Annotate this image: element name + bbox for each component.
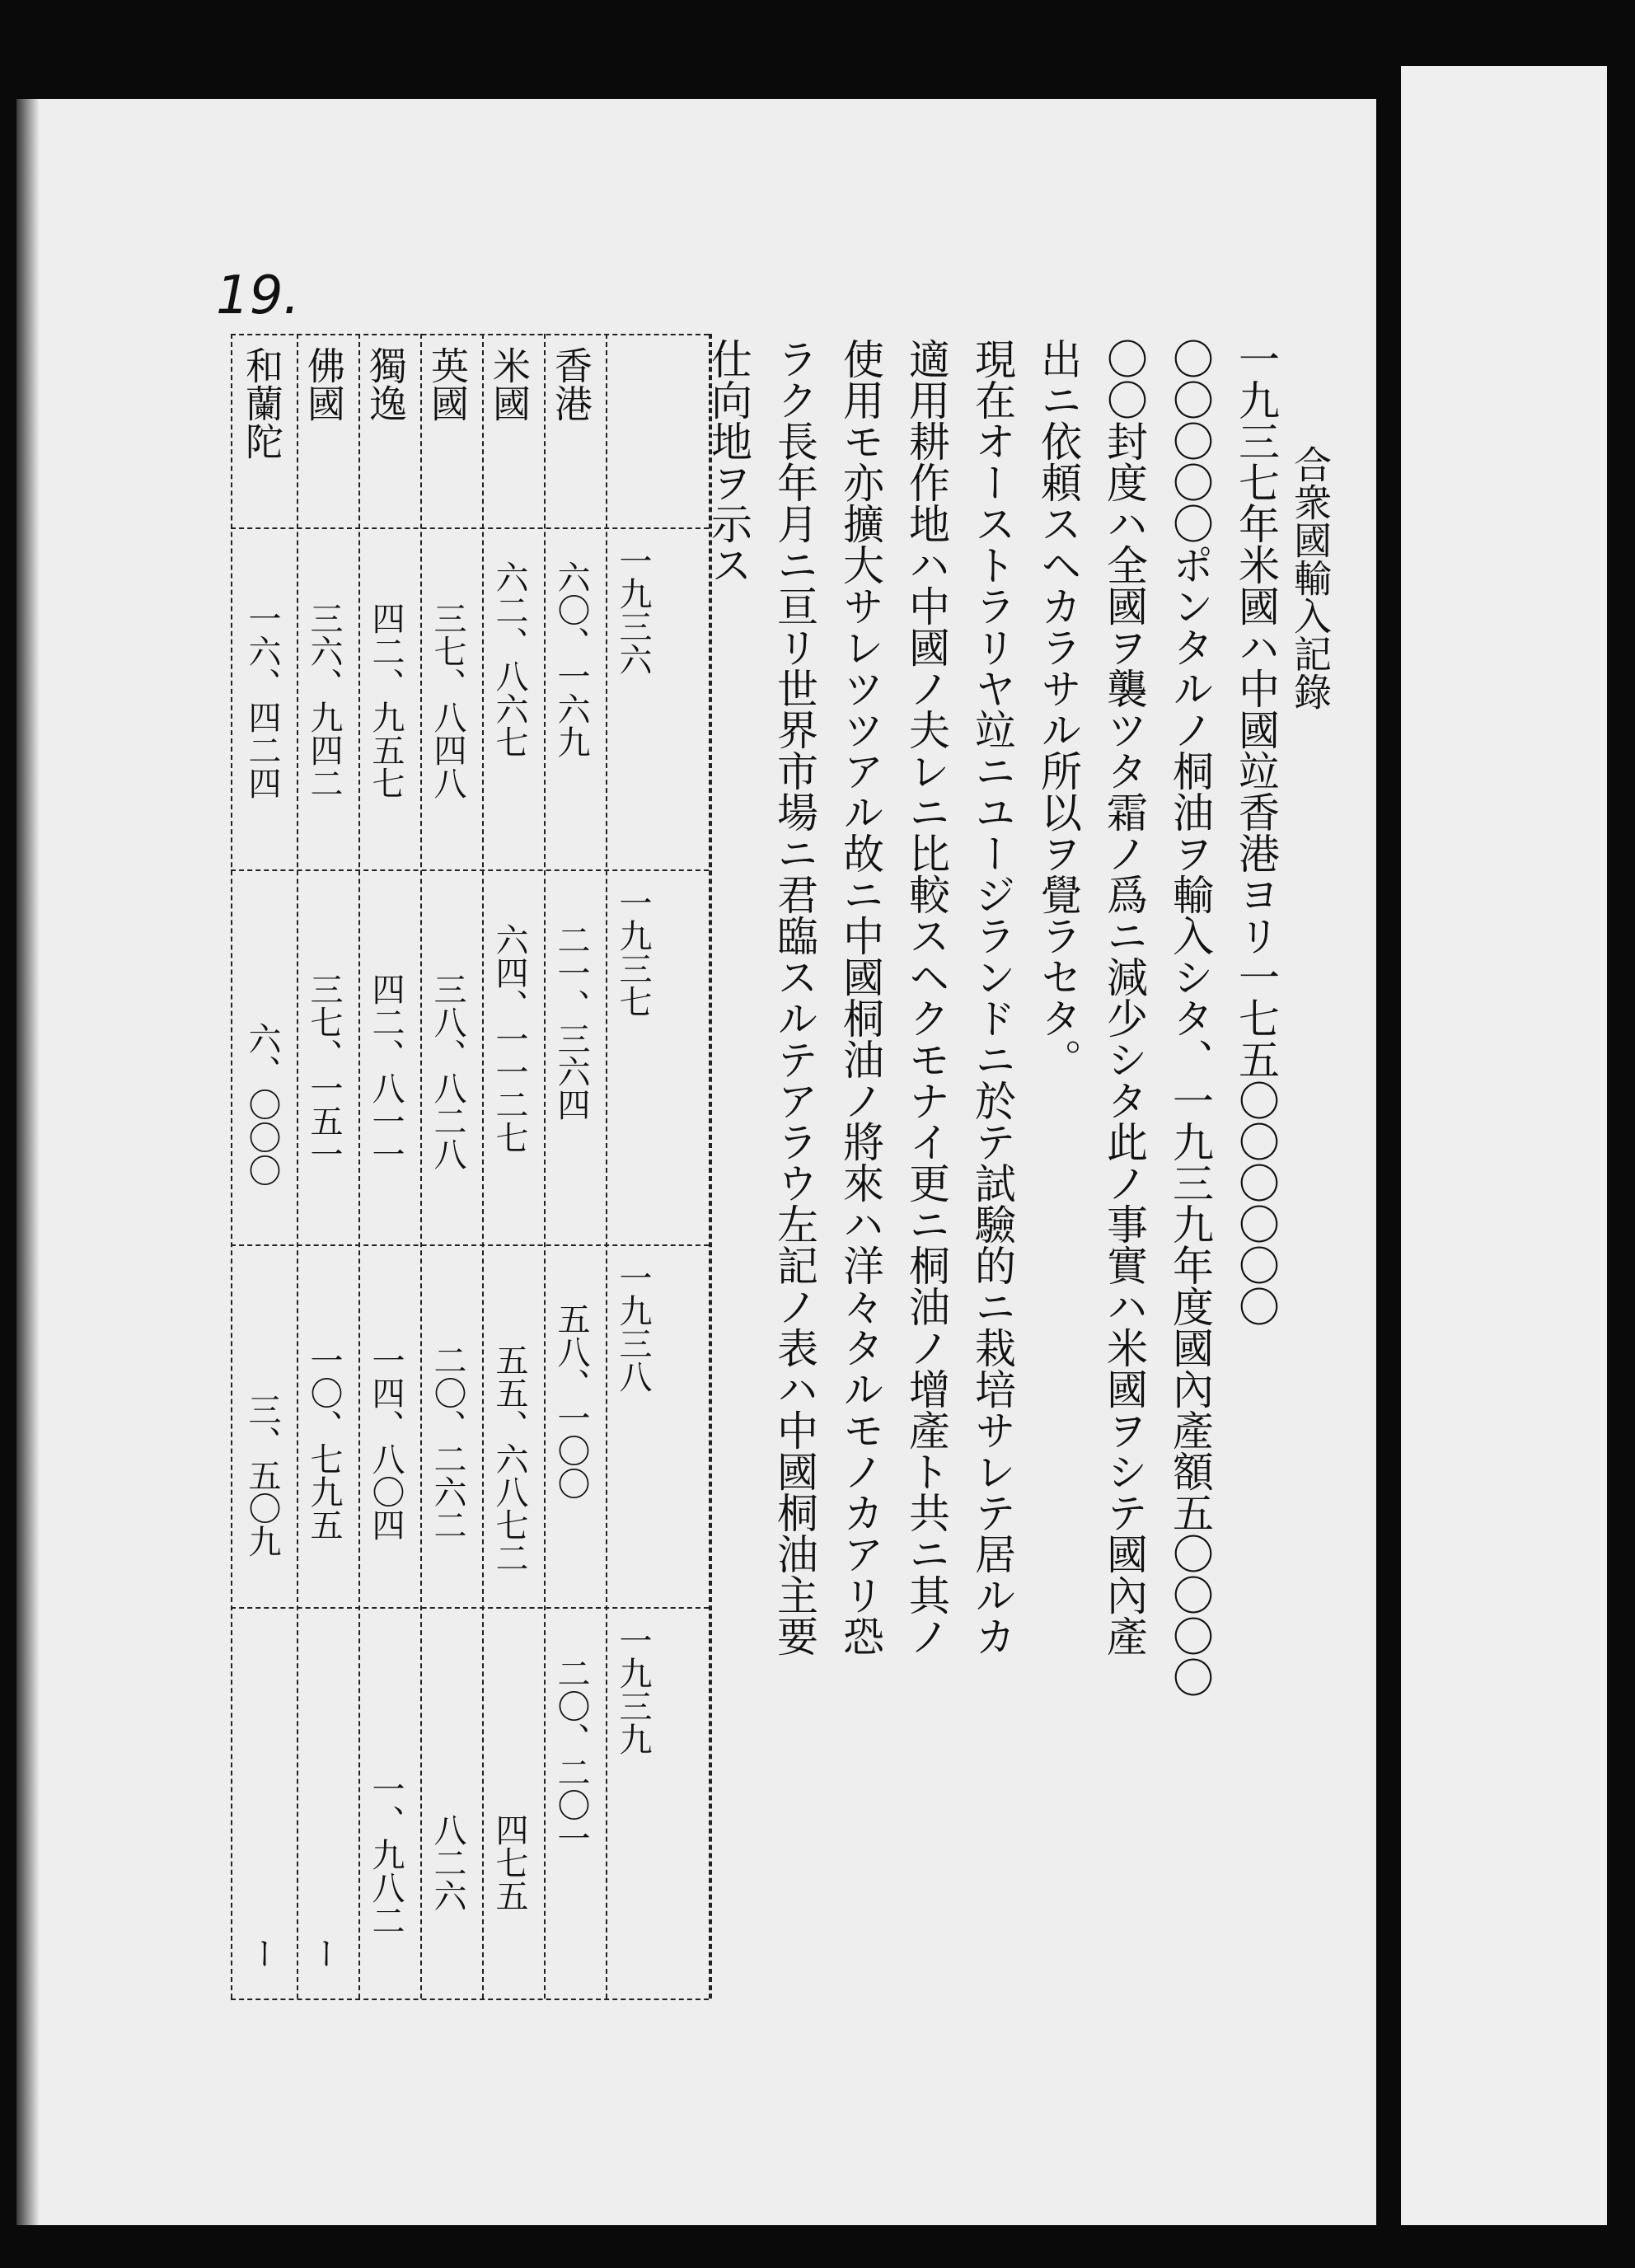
table-text-divider xyxy=(710,334,712,1999)
table-cell: 三、五〇九 xyxy=(243,1393,281,1558)
country-netherlands: 和蘭陀 xyxy=(240,346,284,460)
table-cell: 六、〇〇〇 xyxy=(243,1022,281,1187)
col-sep xyxy=(606,334,607,1999)
body-column-4: 出ニ依頼スヘカラサル所以ヲ覺ラセタ。 xyxy=(1034,338,1082,1080)
body-column-9: 仕向地ヲ示ス xyxy=(705,338,752,585)
table-cell: 六四、一一二七 xyxy=(490,923,528,1154)
row-sep xyxy=(231,869,709,871)
table-cell: 五五、六八七二 xyxy=(490,1343,528,1574)
row-sep xyxy=(231,527,709,529)
table-cell: 三七、八四八 xyxy=(429,602,466,799)
table-cell: 一四、八〇四 xyxy=(367,1343,405,1541)
body-column-2: 〇〇〇〇〇ポンタルノ桐油ヲ輸入シタ、一九三九年度國內產額五〇〇〇〇 xyxy=(1166,338,1214,1698)
table-cell: 五八、一〇〇 xyxy=(552,1302,590,1500)
body-column-3: 〇〇封度ハ全國ヲ襲ツタ霜ノ爲ニ減少シタ此ノ事實ハ米國ヲシテ國內產 xyxy=(1100,338,1148,1656)
page-number: 19. xyxy=(216,265,300,326)
year-1936: 一九三六 xyxy=(614,544,652,676)
col-sep xyxy=(482,334,484,1999)
table-cell: 六二、八六七 xyxy=(490,560,528,758)
table-cell: 六〇、一六九 xyxy=(552,560,590,758)
table-cell: 二〇、二六二 xyxy=(429,1343,466,1541)
table-cell: ー xyxy=(243,1937,281,1970)
body-column-8: ラク長年月ニ亘リ世界市場ニ君臨スルテアラウ左記ノ表ハ中國桐油主要 xyxy=(771,338,818,1656)
row-sep xyxy=(231,1244,709,1246)
table-left-border xyxy=(231,334,232,1999)
col-sep xyxy=(420,334,422,1999)
table-cell: 一六、四二四 xyxy=(243,602,281,799)
table-bottom-border xyxy=(231,1999,709,2000)
country-hongkong: 香港 xyxy=(549,346,593,422)
table-cell: 三七、一五一 xyxy=(305,972,343,1170)
table-cell: 一、九八二 xyxy=(367,1772,405,1937)
table-cell: 一〇、七九五 xyxy=(305,1343,343,1541)
table-cell: 四二、八一一 xyxy=(367,972,405,1170)
table-cell: 八二六 xyxy=(429,1813,466,1912)
table-cell: 三六、九四二 xyxy=(305,602,343,799)
country-germany: 獨逸 xyxy=(363,346,408,422)
table-cell: 四七五 xyxy=(490,1813,528,1912)
col-sep xyxy=(358,334,360,1999)
table-cell: 二一、三六四 xyxy=(552,923,590,1121)
col-sep xyxy=(544,334,546,1999)
table-cell: 三八、八二八 xyxy=(429,972,466,1170)
year-1939: 一九三九 xyxy=(614,1624,652,1755)
section-title: 合衆國輸入記錄 xyxy=(1288,445,1333,710)
table-cell: ー xyxy=(305,1937,343,1970)
col-sep xyxy=(297,334,298,1999)
table-cell: 二〇、二〇一 xyxy=(552,1656,590,1854)
body-column-6: 適用耕作地ハ中國ノ夫レニ比較スヘクモナイ更ニ桐油ノ增產ト共ニ其ノ xyxy=(902,338,950,1656)
country-france: 佛國 xyxy=(302,346,346,422)
year-1937: 一九三七 xyxy=(614,886,652,1018)
country-usa: 米國 xyxy=(487,346,532,422)
body-column-5: 現在オーストラリヤ竝ニユージランドニ於テ試驗的ニ栽培サレテ居ルカ xyxy=(968,338,1016,1656)
table-cell: 四二、九五七 xyxy=(367,602,405,799)
table-top-border xyxy=(231,334,709,335)
row-sep xyxy=(231,1607,709,1609)
year-1938: 一九三八 xyxy=(614,1261,652,1393)
adjacent-page-strip xyxy=(1401,66,1607,2225)
page-edge-shadow xyxy=(16,99,40,2225)
country-uk: 英國 xyxy=(425,346,470,422)
body-column-1: 一九三七年米國ハ中國竝香港ヨリ一七五〇〇〇〇〇〇 xyxy=(1232,338,1280,1327)
body-column-7: 使用モ亦擴大サレツツアル故ニ中國桐油ノ將來ハ洋々タルモノカアリ恐 xyxy=(836,338,884,1656)
